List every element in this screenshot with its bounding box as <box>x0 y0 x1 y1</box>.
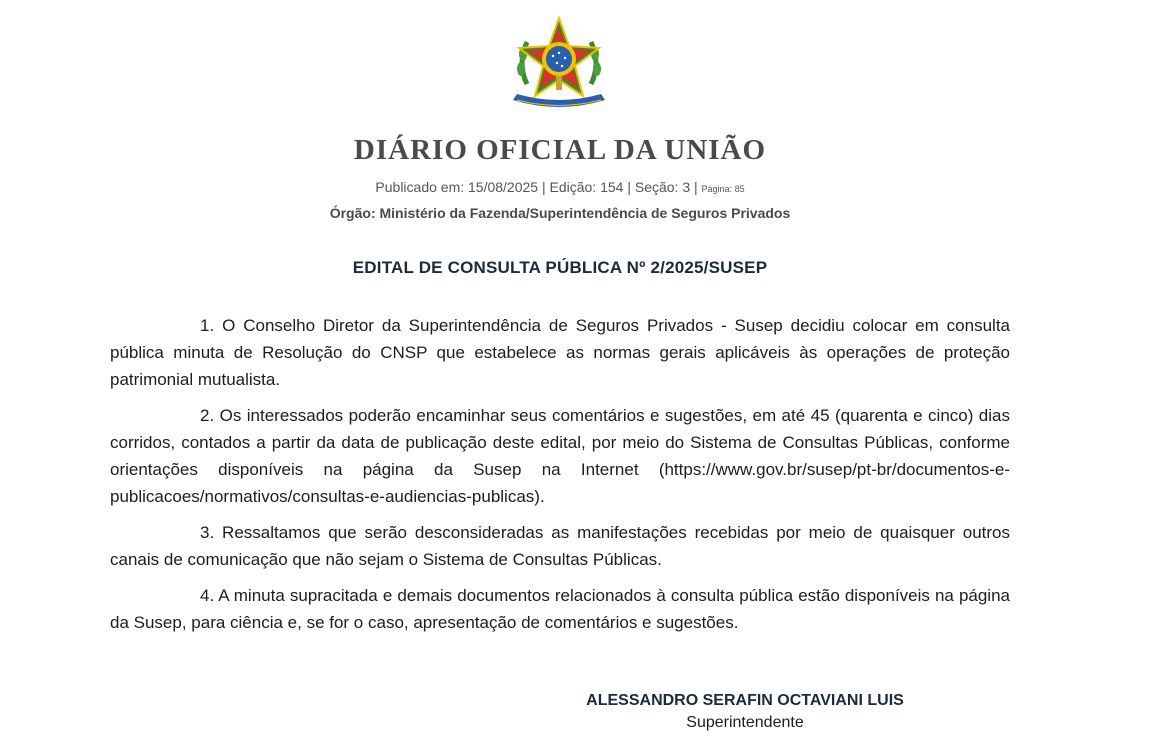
brazil-coat-of-arms-icon <box>509 14 609 114</box>
issuing-organ: Órgão: Ministério da Fazenda/Superintendência de Seguros Privados <box>329 205 791 221</box>
page-number: Página: 85 <box>701 184 745 194</box>
gazette-title: DIÁRIO OFICIAL DA UNIÃO <box>353 134 767 166</box>
signatory-role: Superintendente <box>686 714 804 731</box>
signatory-name: ALESSANDRO SERAFIN OCTAVIANI LUIS <box>586 692 904 709</box>
publication-info <box>0 179 1120 195</box>
document-title: EDITAL DE CONSULTA PÚBLICA Nº 2/2025/SUSEP <box>352 258 768 277</box>
paragraph-3: 3. Ressaltamos que serão desconsideradas as manifestações recebidas por meio de quaisquer outros canais de comunicação que não sejam o Sistema de Consultas Públicas. <box>110 523 1010 569</box>
paragraph-4: 4. A minuta supracitada e demais documentos relacionados à consulta pública estão disponíveis na página da Susep, para ciência e, se for o caso, apresentação de comentários e sugestões. <box>110 586 1010 632</box>
document-body <box>110 312 1010 645</box>
paragraph-2: 2. Os interessados poderão encaminhar seus comentários e sugestões, em até 45 (quarenta e cinco) dias corridos, contados a partir da data de publicação deste edital, por meio do Sistema de Consultas Públicas, conforme orientações disponíveis na página da Susep na Internet (https://www.gov.br/susep/pt-br/documentos-e-publicacoes/normativos/consultas-e-audiencias-publicas). <box>110 406 1010 506</box>
paragraph-1: 1. O Conselho Diretor da Superintendência de Seguros Privados - Susep decidiu colocar em consulta pública minuta de Resolução do CNSP que estabelece as normas gerais aplicáveis às operações de proteção patrimonial mutualista. <box>110 316 1010 389</box>
publication-details: Publicado em: 15/08/2025 | Edição: 154 | Seção: 3 | <box>375 179 698 195</box>
signature-block <box>560 690 930 734</box>
